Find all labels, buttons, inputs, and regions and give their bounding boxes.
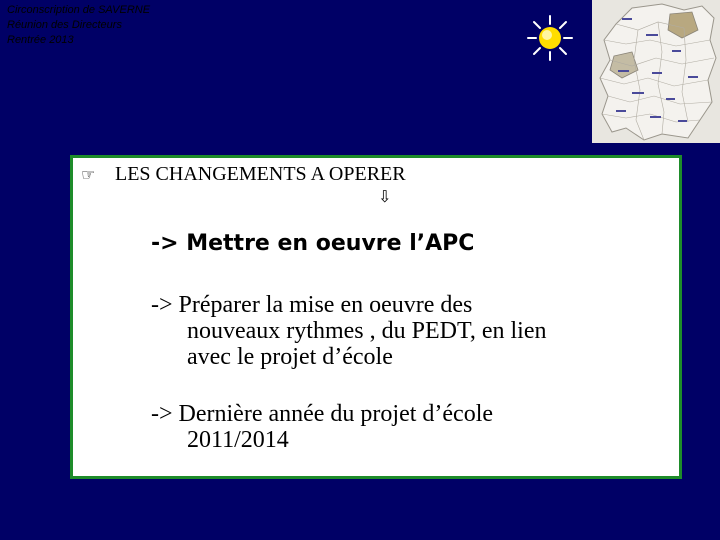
item-rythmes-line-2: nouveaux rythmes , du PEDT, en lien [187, 318, 547, 344]
title-row [81, 162, 406, 187]
header-block [7, 3, 150, 48]
header-circonscription: Circonscription de SAVERNE [7, 4, 151, 16]
content-panel [70, 155, 682, 479]
region-map-image [592, 0, 720, 143]
sun-icon [526, 14, 574, 62]
apc-line: -> Mettre en oeuvre l’APC [151, 231, 475, 256]
item-rythmes [151, 292, 546, 370]
header-reunion: Réunion des Directeurs [7, 19, 122, 31]
down-arrow-icon: ⇩ [378, 187, 392, 206]
item-projet-ecole-line-2: 2011/2014 [187, 427, 289, 453]
item-projet-ecole [151, 401, 493, 453]
item-rythmes-line-1: -> Préparer la mise en oeuvre des [151, 292, 473, 318]
slide-title: LES CHANGEMENTS A OPERER [115, 163, 406, 185]
item-projet-ecole-line-1: -> Dernière année du projet d’école [151, 401, 494, 427]
item-rythmes-line-3: avec le projet d’école [187, 344, 393, 370]
header-rentree: Rentrée 2013 [7, 34, 74, 46]
pointing-hand-icon: ☞ [81, 165, 96, 184]
